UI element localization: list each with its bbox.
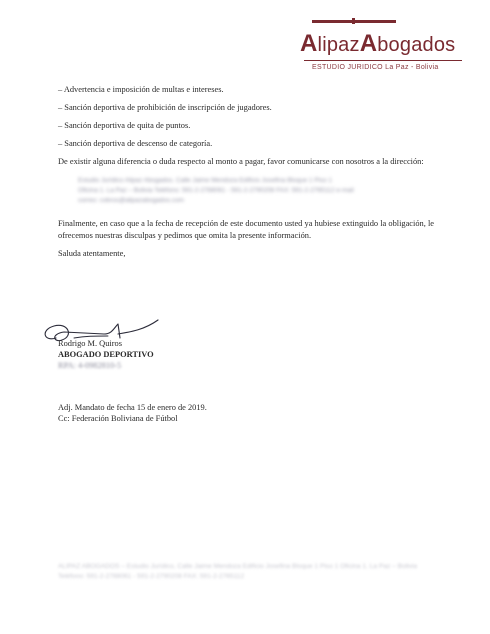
- company-logo: [296, 18, 466, 78]
- logo-initial-a: A: [300, 30, 318, 57]
- address-line: Oficina 1. La Paz – Bolivia Teléfono: 591-2-2788061 - 591-2-2790208 FAX: 591-2-2765112 e-mail: [78, 187, 354, 194]
- address-block: [78, 176, 398, 206]
- letter-body: [58, 84, 434, 266]
- signer-name: Rodrigo M. Quiros: [58, 339, 122, 348]
- logo-initial-a2: A: [359, 30, 378, 57]
- closing-paragraph: Finalmente, en caso que a la fecha de recepción de este documento usted ya hubiese extinguido la obligación, le ofrecemos nuestras disculpas y pedimos que omita la presente información.: [58, 219, 434, 240]
- greeting: Saluda atentamente,: [58, 249, 126, 258]
- sanction-item: – Sanción deportiva de prohibición de inscripción de jugadores.: [58, 103, 272, 112]
- page-footer: ALIPAZ ABOGADOS – Estudio Jurídico, Calle Jaime Mendoza Edificio Josefina Bloque 1 Piso 1 Oficina 1. La Paz – Bolivia Teléfono: 591-2-2788061 - 591-2-2790208 FAX: 591-2-2765112: [58, 563, 418, 580]
- address-line: Estudio Jurídico Alipaz Abogados. Calle Jaime Mendoza Edificio Josefina Bloque 1 Piso 1: [78, 177, 332, 184]
- attachment-line: Adj. Mandato de fecha 15 de enero de 2019.: [58, 403, 207, 412]
- sanction-item: – Sanción deportiva de descenso de categoría.: [58, 139, 213, 148]
- attachments-block: [58, 402, 207, 424]
- logo-scale-post: [352, 18, 355, 24]
- logo-subtitle: ESTUDIO JURIDICO La Paz - Bolivia: [312, 64, 439, 71]
- logo-wordmark: [300, 30, 455, 58]
- logo-divider: [304, 60, 462, 61]
- sanction-item: – Sanción deportiva de quita de puntos.: [58, 121, 191, 130]
- signer-registration: RPA: 4-0982810-5: [58, 361, 122, 370]
- logo-lipaz: lipaz: [317, 34, 360, 56]
- sanction-item: – Advertencia e imposición de multas e intereses.: [58, 85, 224, 94]
- cc-line: Cc: Federación Boliviana de Fútbol: [58, 414, 178, 423]
- contact-paragraph: De existir alguna diferencia o duda respecto al monto a pagar, favor comunicarse con nosotros a la dirección:: [58, 157, 424, 166]
- signature-block: [58, 338, 154, 371]
- address-line: correo: cobros@alipazabogados.com: [78, 197, 184, 204]
- signer-title: ABOGADO DEPORTIVO: [58, 350, 154, 359]
- logo-bogados: bogados: [377, 34, 456, 56]
